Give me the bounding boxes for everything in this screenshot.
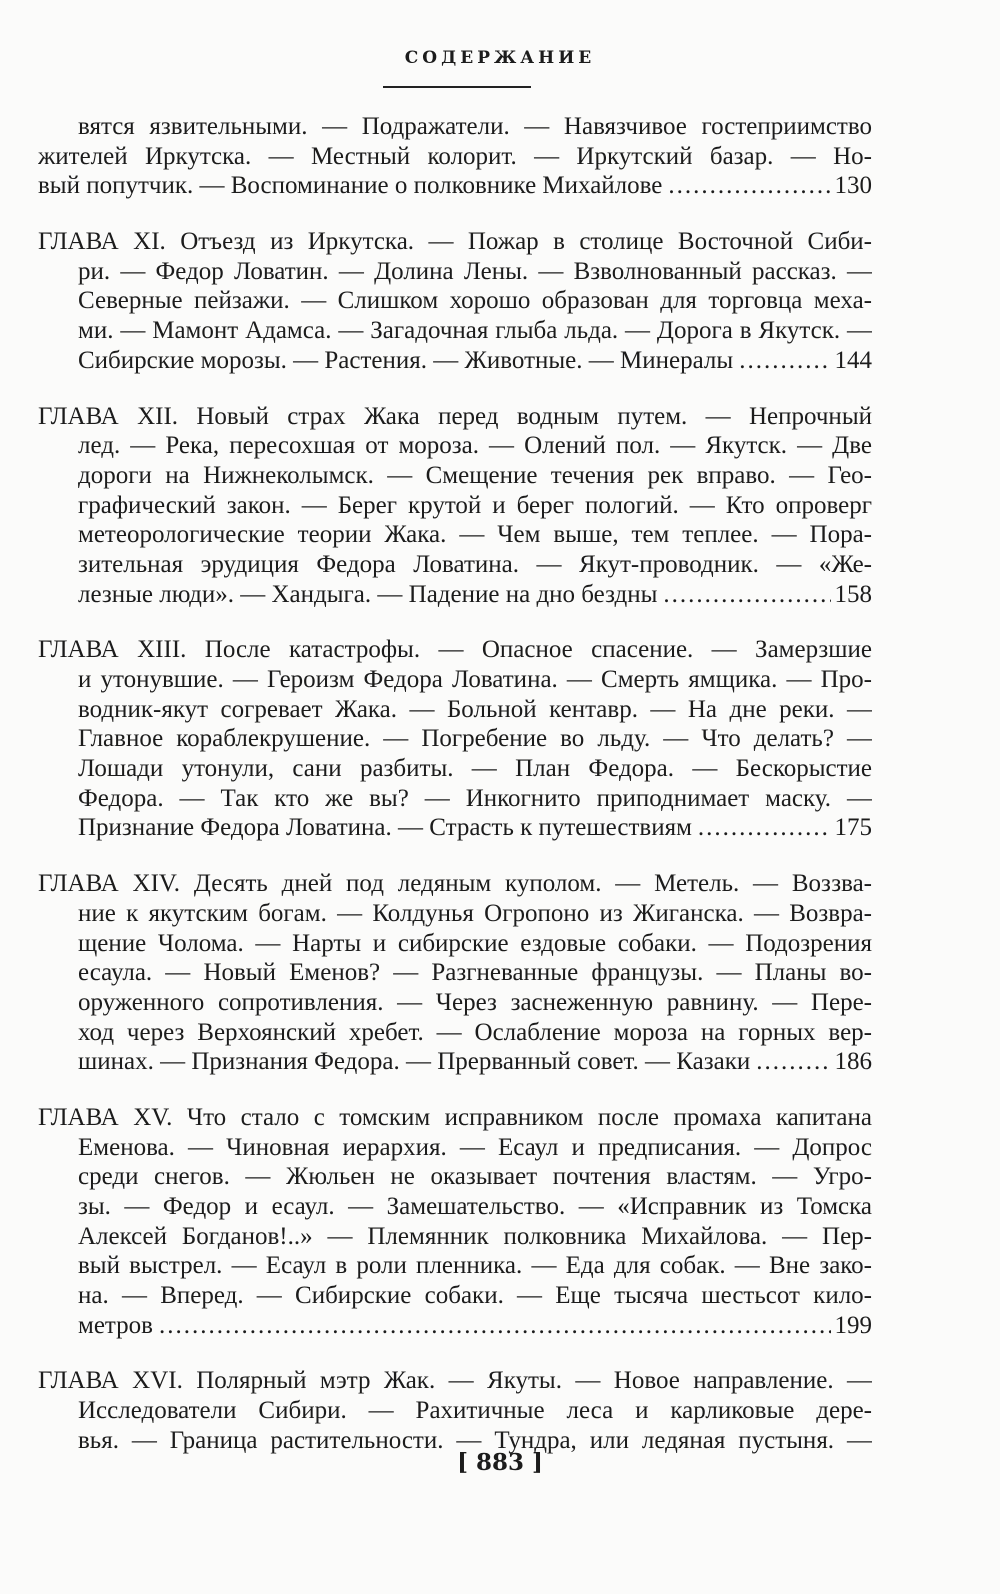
dot-leader <box>668 171 830 201</box>
toc-line: Еменова. — Чиновная иерархия. — Есаул и предписания. — Допрос <box>78 1133 872 1161</box>
toc-line: ход через Верхоянский хребет. — Ослабление мороза на горных вер- <box>78 1018 872 1046</box>
toc-line: ние к якутским богам. — Колдунья Огропоно из Жиганска. — Возвра- <box>78 899 872 927</box>
toc-entry-continued <box>38 112 872 201</box>
toc-line: ми. — Мамонт Адамса. — Загадочная глыба льда. — Дорога в Якутск. — <box>78 317 872 345</box>
dot-leader <box>159 1311 831 1341</box>
toc-page-number: 186 <box>834 1048 872 1076</box>
toc-line: Северные пейзажи. — Слишком хорошо образован для торговца меха- <box>78 287 872 315</box>
toc-line: ГЛАВА XVI. Полярный мэтр Жак. — Якуты. — Новое направление. — <box>38 1367 872 1395</box>
toc-line: есаула. — Новый Еменов? — Разгневанные французы. — Планы во- <box>78 959 872 987</box>
toc-line-last <box>38 346 872 376</box>
toc-line: зительная эрудиция Федора Ловатина. — Якут-проводник. — «Же- <box>78 550 872 578</box>
toc-entry-chapter-13 <box>38 635 872 843</box>
toc-entry-chapter-16 <box>38 1366 872 1455</box>
toc-line: Лошади утонули, сани разбиты. — План Федора. — Бескорыстие <box>78 755 872 783</box>
toc-line: ГЛАВА XIII. После катастрофы. — Опасное спасение. — Замерзшие <box>38 636 872 664</box>
toc-line: ри. — Федор Ловатин. — Долина Лены. — Взволнованный рассказ. — <box>78 257 872 285</box>
toc-line: жителей Иркутска. — Местный колорит. — Иркутский базар. — Но- <box>38 142 872 170</box>
toc-line-text: Признание Федора Ловатина. — Страсть к путешествиям <box>78 814 692 842</box>
toc-page-number: 144 <box>834 346 872 374</box>
toc-line-text: метров <box>78 1311 153 1339</box>
toc-line: ГЛАВА XII. Новый страх Жака перед водным путем. — Непрочный <box>38 402 872 430</box>
toc-line: зы. — Федор и есаул. — Замешательство. — «Исправник из Томска <box>78 1193 872 1220</box>
toc-content <box>38 112 872 1482</box>
toc-line-last <box>38 813 872 843</box>
toc-line: на. — Вперед. — Сибирские собаки. — Еще тысяча шестьсот кило- <box>78 1282 872 1310</box>
toc-entry-chapter-14 <box>38 869 872 1077</box>
toc-line: вья. — Граница растительности. — Тундра, или ледяная пустыня. — <box>78 1426 872 1454</box>
toc-line-last <box>38 1047 872 1077</box>
header-rule <box>383 86 531 88</box>
toc-line-text: вый попутчик. — Воспоминание о полковнике Михайлове <box>38 172 663 200</box>
toc-line: вятся язвительными. — Подражатели. — Навязчивое гостеприимство <box>78 113 872 140</box>
toc-line: ГЛАВА XI. Отъезд из Иркутска. — Пожар в столице Восточной Сиби- <box>38 228 872 256</box>
toc-line-last <box>38 171 872 201</box>
toc-line-last <box>38 1311 872 1341</box>
toc-line: и утонувшие. — Героизм Федора Ловатина. — Смерть ямщика. — Про- <box>78 666 872 693</box>
toc-line-text: шинах. — Признания Федора. — Прерванный совет. — Казаки <box>78 1048 751 1076</box>
toc-entry-chapter-12 <box>38 402 872 610</box>
toc-page-number: 158 <box>834 580 872 608</box>
toc-line: метеорологические теории Жака. — Чем выше, тем теплее. — Пора- <box>78 521 872 549</box>
toc-line: Федора. — Так кто же вы? — Инкогнито приподнимает маску. — <box>78 784 872 812</box>
toc-entry-chapter-15 <box>38 1103 872 1341</box>
dot-leader <box>698 813 831 843</box>
toc-line: графический закон. — Берег крутой и берег пологий. — Кто опроверг <box>78 491 872 519</box>
toc-line: водник-якут согревает Жака. — Больной кентавр. — На дне реки. — <box>78 695 872 723</box>
toc-line: ГЛАВА XIV. Десять дней под ледяным куполом. — Метель. — Воззва- <box>38 870 872 898</box>
toc-line-last <box>38 580 872 610</box>
toc-line: Алексей Богданов!..» — Племянник полковника Михайлова. — Пер- <box>78 1222 872 1250</box>
toc-line-text: лезные люди». — Хандыга. — Падение на дно бездны <box>78 580 658 608</box>
toc-line: лед. — Река, пересохшая от мороза. — Олений пол. — Якутск. — Две <box>78 432 872 460</box>
toc-line: ГЛАВА XV. Что стало с томским исправником после промаха капитана <box>38 1103 872 1131</box>
toc-line-text: Сибирские морозы. — Растения. — Животные. — Минералы <box>78 346 734 374</box>
running-head-title: СОДЕРЖАНИЕ <box>404 48 596 68</box>
toc-line: дороги на Нижнеколымск. — Смещение течения рек вправо. — Гео- <box>78 461 872 489</box>
dot-leader <box>756 1047 830 1077</box>
toc-entry-chapter-11 <box>38 227 872 375</box>
dot-leader <box>739 346 830 376</box>
toc-line: Исследователи Сибири. — Рахитичные леса и карликовые дере- <box>78 1397 872 1425</box>
toc-line: среди снегов. — Жюльен не оказывает почтения властям. — Угро- <box>78 1163 872 1191</box>
toc-line: Главное кораблекрушение. — Погребение во льду. — Что делать? — <box>78 725 872 753</box>
toc-line: вый выстрел. — Есаул в роли пленника. — Еда для собак. — Вне зако- <box>78 1252 872 1280</box>
page-number: [ 883 ] <box>457 1449 543 1476</box>
dot-leader <box>663 580 830 610</box>
toc-line: оруженного сопротивления. — Через заснеженную равнину. — Пере- <box>78 988 872 1016</box>
toc-line: щение Чолома. — Нарты и сибирские ездовые собаки. — Подозрения <box>78 929 872 957</box>
toc-page-number: 199 <box>834 1311 872 1339</box>
toc-page-number: 130 <box>834 172 872 200</box>
toc-page-number: 175 <box>834 814 872 842</box>
